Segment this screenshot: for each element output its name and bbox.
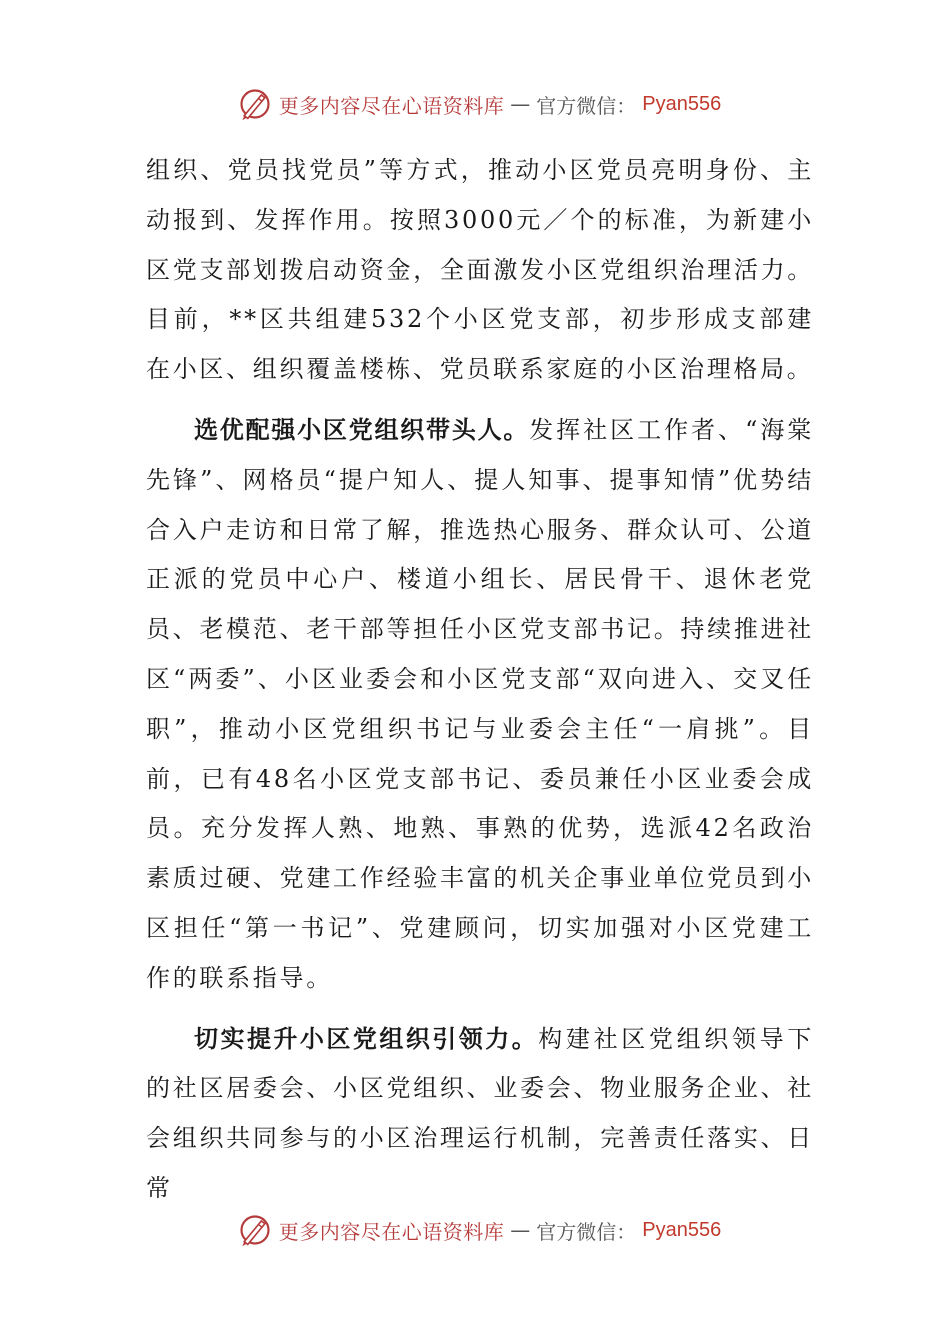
document-body: [146, 146, 814, 1214]
paragraph-3: [146, 1015, 814, 1214]
site-name: 更多内容尽在心语资料库: [278, 1219, 505, 1244]
separator: —: [510, 92, 531, 116]
paragraph-1: 组织、党员找党员”等方式，推动小区党员亮明身份、主动报到、发挥作用。按照3000元／个的标准，为新建小区党支部划拨启动资金，全面激发小区党组织治理活力。目前，**区共组建532个小区党支部，初步形成支部建在小区、组织覆盖楼栋、党员联系家庭的小区治理格局。: [146, 156, 814, 384]
header-watermark: [0, 84, 950, 124]
site-name: 更多内容尽在心语资料库: [278, 93, 505, 118]
wechat-id: Pyan556: [642, 92, 722, 115]
wechat-id: Pyan556: [642, 1218, 722, 1241]
separator: —: [510, 1218, 531, 1242]
wechat-label: 官方微信：: [536, 93, 637, 118]
wechat-label: 官方微信：: [536, 1219, 637, 1244]
pen-logo-icon: [237, 1212, 273, 1248]
paragraph-2: [146, 406, 814, 1004]
paragraph-3-body: 构建社区党组织领导下的社区居委会、小区党组织、业委会、物业服务企业、社会组织共同参与的小区治理运行机制，完善责任落实、日常: [146, 1024, 815, 1202]
footer-watermark: [0, 1210, 950, 1250]
paragraph-2-lead: 选优配强小区党组织带头人。: [194, 415, 530, 444]
pen-logo-icon: [237, 86, 273, 122]
paragraph-3-lead: 切实提升小区党组织引领力。: [194, 1024, 539, 1053]
paragraph-2-body: 发挥社区工作者、“海棠先锋”、网格员“提户知人、提人知事、提事知情”优势结合入户走访和日常了解，推选热心服务、群众认可、公道正派的党员中心户、楼道小组长、居民骨干、退休老党员、老模范、老干部等担任小区党支部书记。持续推进社区“两委”、小区业委会和小区党支部“双向进入、交叉任职”，推动小区党组织书记与业委会主任“一肩挑”。目前，已有48名小区党支部书记、委员兼任小区业委会成员。充分发挥人熟、地熟、事熟的优势，选派42名政治素质过硬、党建工作经验丰富的机关企事业单位党员到小区担任“第一书记”、党建顾问，切实加强对小区党建工作的联系指导。: [146, 415, 815, 992]
